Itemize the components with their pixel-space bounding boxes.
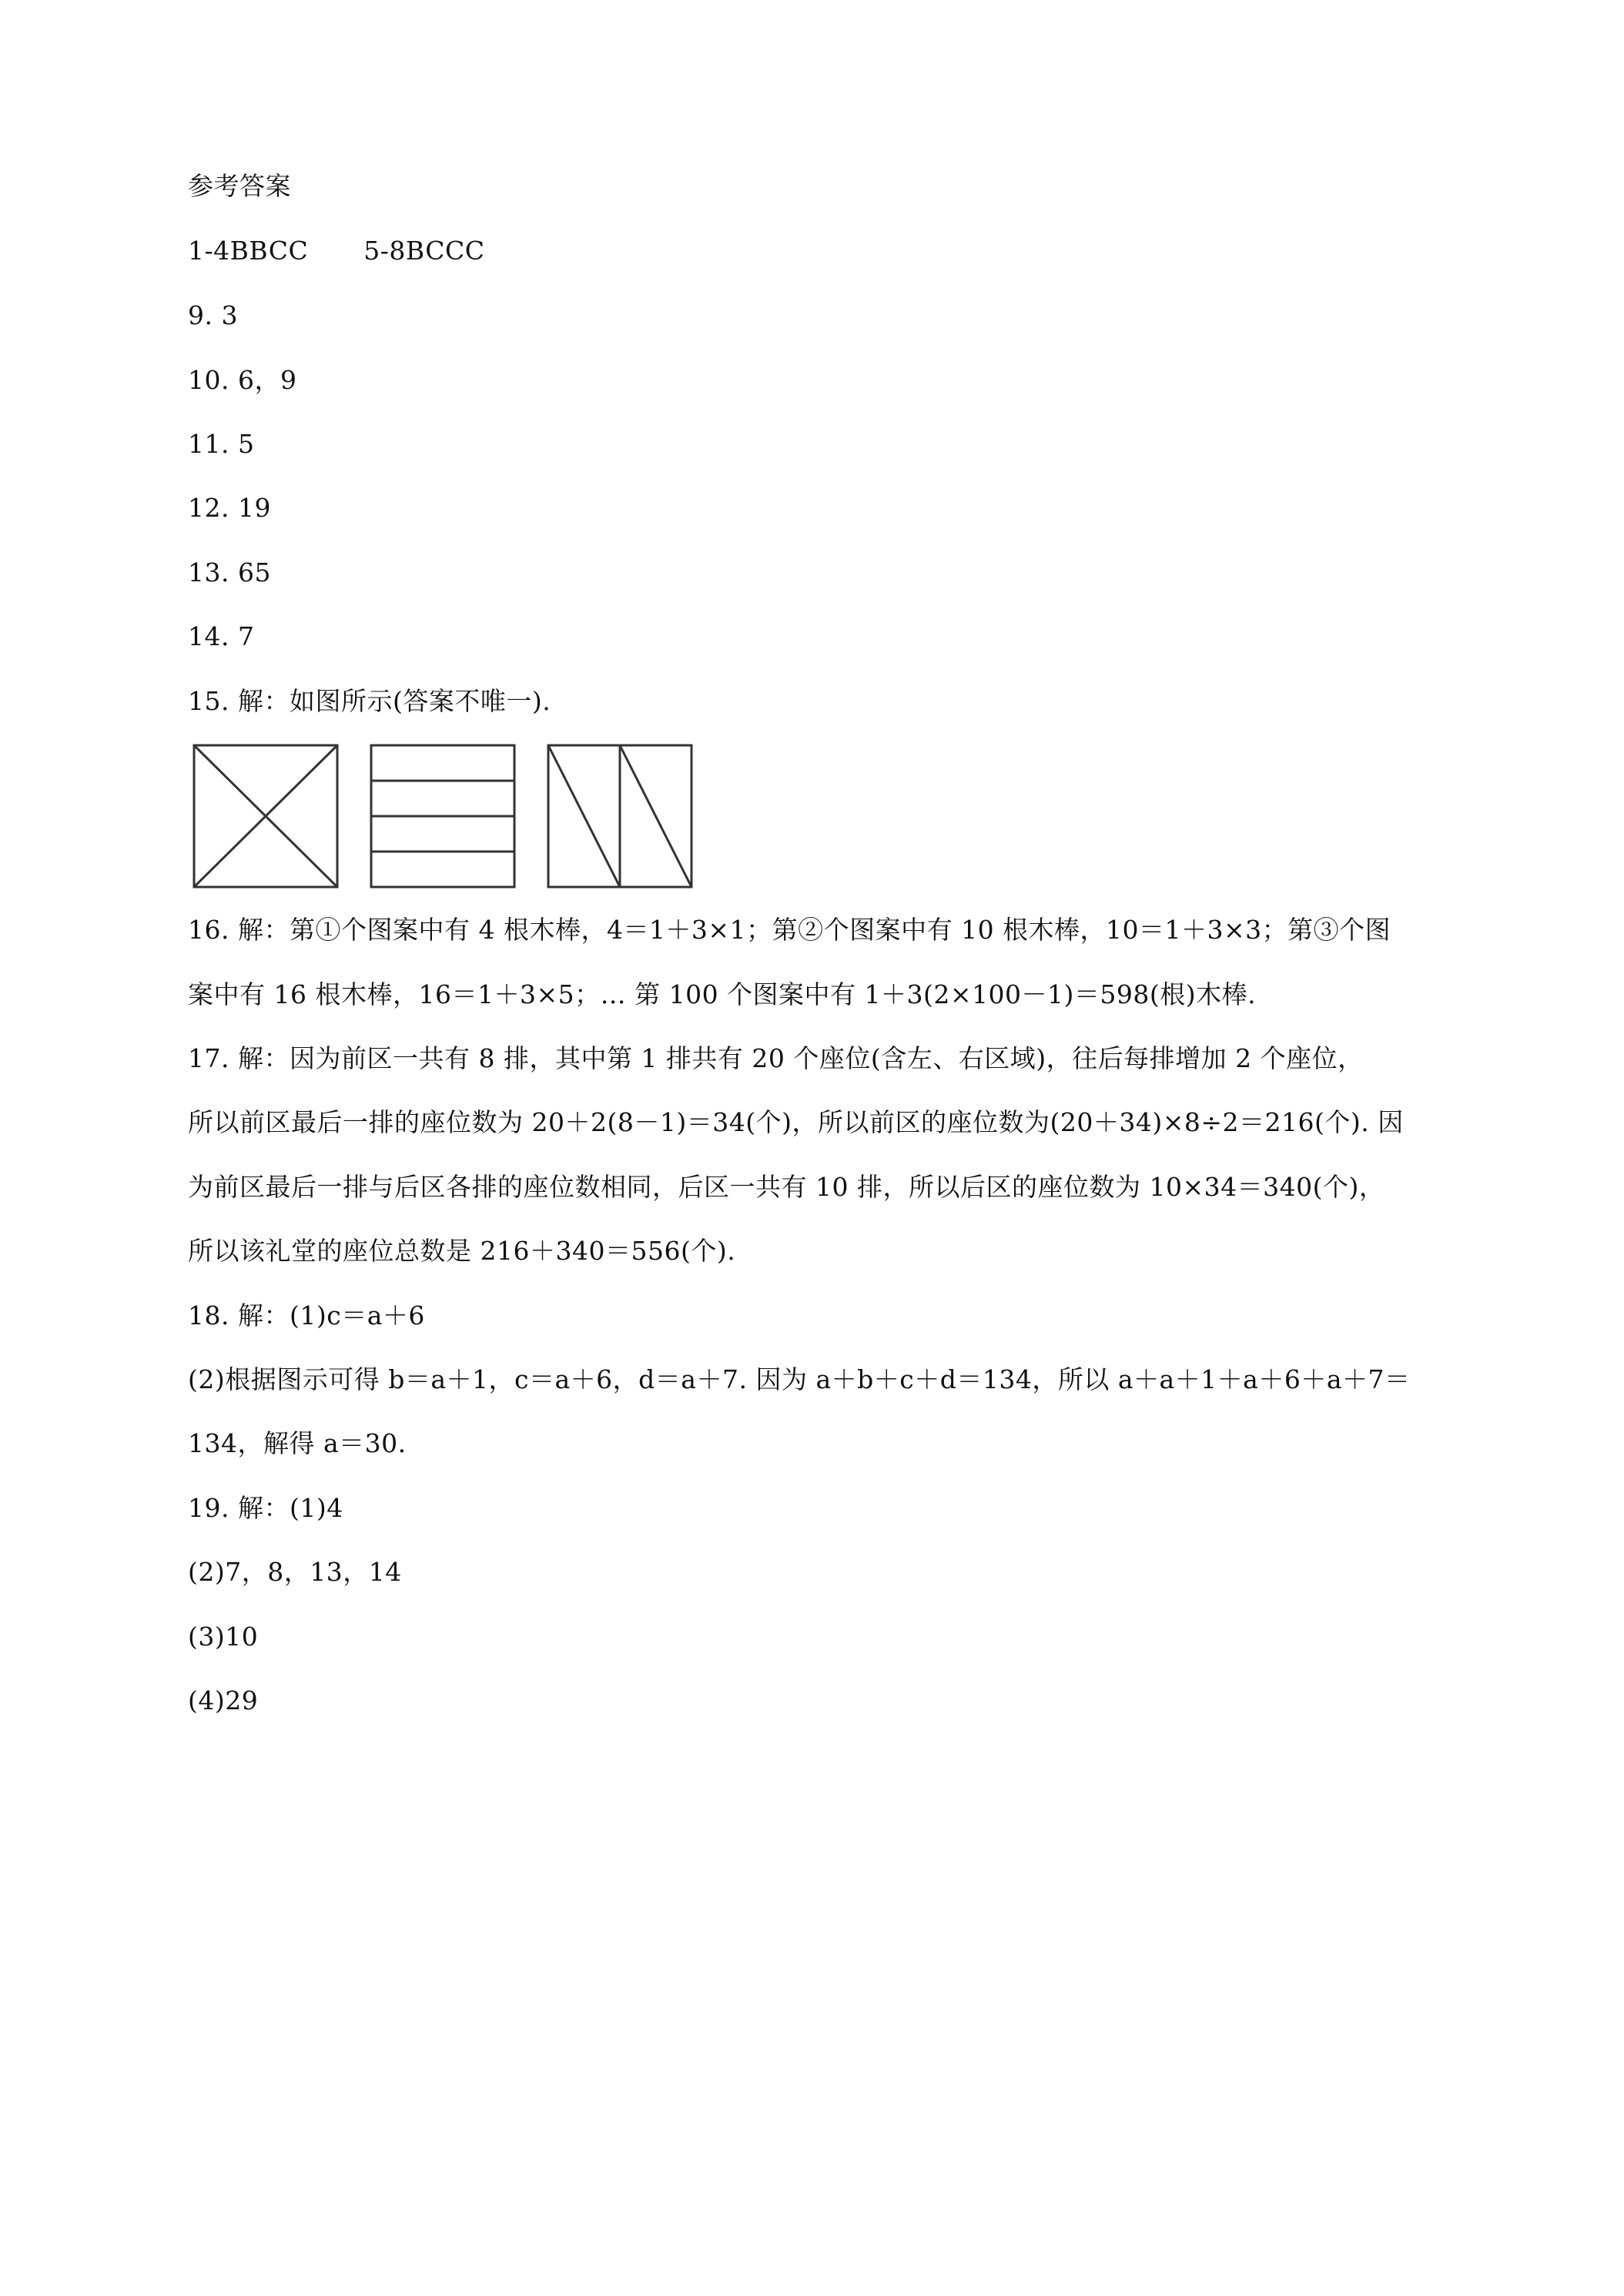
answer-16-line-2: 案中有 16 根木棒，16＝1＋3×5；… 第 100 个图案中有 1＋3(2×100－1)＝598(根)木棒.: [188, 979, 1257, 1009]
answer-17-line-2: 所以前区最后一排的座位数为 20＋2(8－1)＝34(个)，所以前区的座位数为(20＋34)×8÷2＝216(个). 因: [188, 1107, 1404, 1137]
answer-17-line-1: 17. 解：因为前区一共有 8 排，其中第 1 排共有 20 个座位(含左、右区域)，往后每排增加 2 个座位，: [188, 1043, 1364, 1073]
answer-row-1-8: [188, 236, 485, 266]
square-with-horizontal-strips: [371, 745, 514, 887]
square-with-vertical-split-and-diagonals: [548, 745, 691, 887]
answer-18-line-3: 134，解得 a＝30.: [188, 1428, 407, 1458]
answer-12: 12. 19: [188, 493, 271, 523]
answer-18-line-2: (2)根据图示可得 b＝a＋1，c＝a＋6，d＝a＋7. 因为 a＋b＋c＋d＝134，所以 a＋a＋1＋a＋6＋a＋7＝: [188, 1364, 1411, 1394]
answer-14: 14. 7: [188, 621, 255, 651]
answer-10: 10. 6，9: [188, 365, 297, 395]
answer-11: 11. 5: [188, 429, 255, 459]
answer-19-line-4: (4)29: [188, 1685, 259, 1715]
square-division-figures: [188, 738, 696, 892]
answer-9: 9. 3: [188, 300, 238, 330]
answer-18-line-1: 18. 解：(1)c＝a＋6: [188, 1300, 425, 1330]
answer-15-figures: [188, 738, 696, 892]
answer-19-line-2: (2)7，8，13，14: [188, 1557, 402, 1587]
answer-13: 13. 65: [188, 557, 271, 587]
answer-15: 15. 解：如图所示(答案不唯一).: [188, 686, 551, 716]
square-with-diagonals: [194, 745, 337, 887]
answer-5-8: 5-8BCCC: [363, 236, 485, 266]
answer-17-line-4: 所以该礼堂的座位总数是 216＋340＝556(个).: [188, 1236, 736, 1266]
answer-17-line-3: 为前区最后一排与后区各排的座位数相同，后区一共有 10 排，所以后区的座位数为 10×34＝340(个)，: [188, 1172, 1385, 1202]
answer-19-line-3: (3)10: [188, 1622, 259, 1652]
page-title: 参考答案: [188, 171, 291, 201]
answer-19-line-1: 19. 解：(1)4: [188, 1493, 343, 1523]
answer-16-line-1: 16. 解：第①个图案中有 4 根木棒，4＝1＋3×1；第②个图案中有 10 根木棒，10＝1＋3×3；第③个图: [188, 915, 1391, 945]
answer-1-4: 1-4BBCC: [188, 236, 309, 266]
